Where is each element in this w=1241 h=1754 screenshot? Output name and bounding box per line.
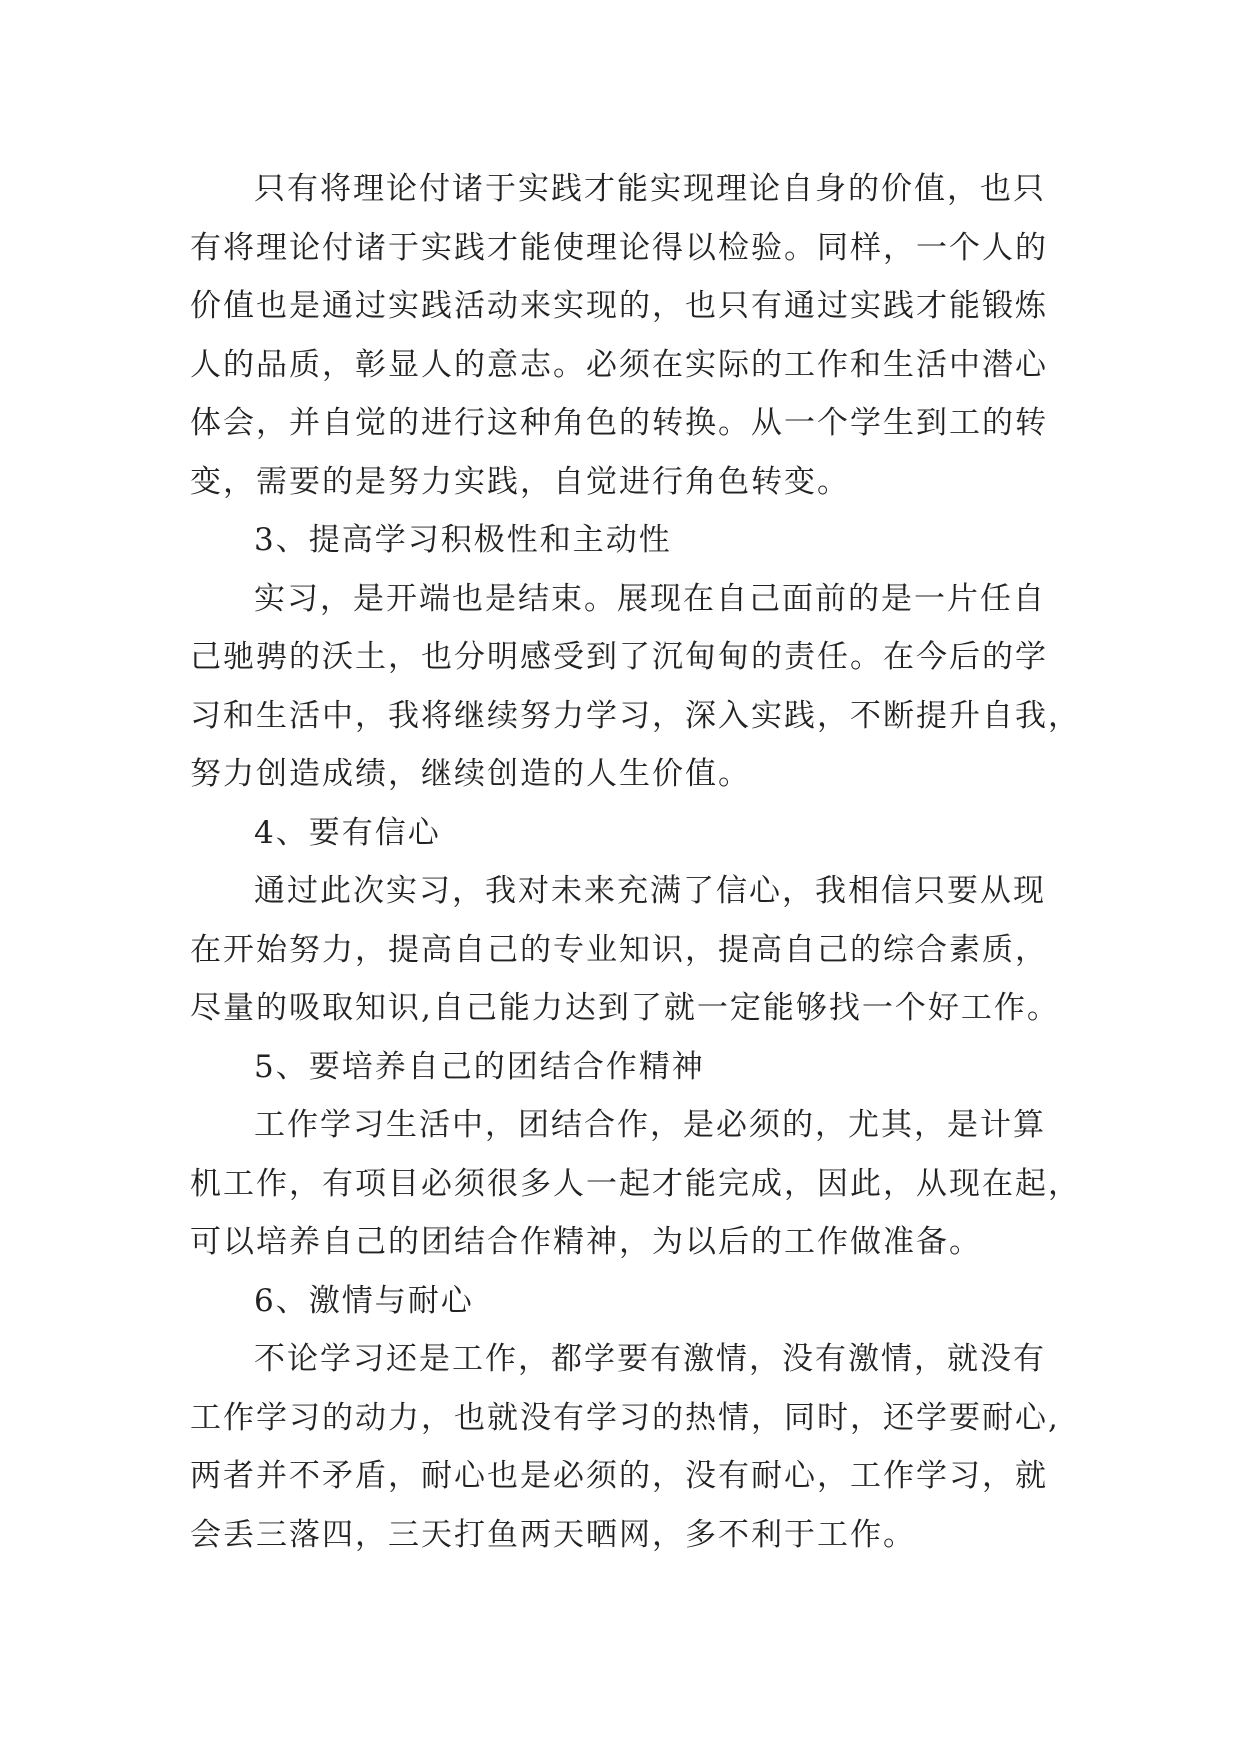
text-line: 在开始努力，提高自己的专业知识，提高自己的综合素质， <box>190 931 1048 968</box>
text-line: 只有将理论付诸于实践才能实现理论自身的价值，也只 <box>254 171 1046 207</box>
text-line: 工作学习的动力，也就没有学习的热情，同时，还学要耐心, <box>190 1399 1060 1436</box>
paragraph-confidence <box>190 862 1060 1038</box>
text-line: 工作学习生活中，团结合作，是必须的，尤其，是计算 <box>254 1107 1046 1143</box>
text-line: 体会，并自觉的进行这种角色的转换。从一个学生到工的转 <box>190 405 1048 441</box>
text-line: 习和生活中，我将继续努力学习，深入实践，不断提升自我， <box>190 697 1081 734</box>
heading-text: 5、要培养自己的团结合作精神 <box>254 1048 705 1085</box>
heading-text: 3、提高学习积极性和主动性 <box>254 522 672 558</box>
text-line: 机工作，有项目必须很多人一起才能完成，因此，从现在起， <box>190 1165 1081 1202</box>
paragraph-passion-patience <box>190 1330 1060 1564</box>
text-line: 人的品质，彰显人的意志。必须在实际的工作和生活中潜心 <box>190 346 1048 383</box>
text-line: 尽量的吸取知识,自己能力达到了就一定能够找一个好工作。 <box>190 990 1060 1026</box>
section-heading-5 <box>190 1038 1052 1097</box>
text-line: 不论学习还是工作，都学要有激情，没有激情，就没有 <box>254 1341 1046 1377</box>
text-line: 实习，是开端也是结束。展现在自己面前的是一片任自 <box>254 580 1046 617</box>
heading-text: 4、要有信心 <box>254 814 441 851</box>
text-line: 努力创造成绩，继续创造的人生价值。 <box>190 756 751 792</box>
paragraph-internship <box>190 570 1081 804</box>
text-line: 两者并不矛盾，耐心也是必须的，没有耐心，工作学习，就 <box>190 1458 1048 1494</box>
paragraph-teamwork <box>190 1096 1081 1272</box>
text-line: 变，需要的是努力实践，自觉进行角色转变。 <box>190 463 850 500</box>
text-line: 通过此次实习，我对未来充满了信心，我相信只要从现 <box>254 873 1046 909</box>
paragraph-practice-value <box>190 160 1052 511</box>
text-line: 会丢三落四，三天打鱼两天晒网，多不利于工作。 <box>190 1516 916 1553</box>
heading-text: 6、激情与耐心 <box>254 1282 474 1319</box>
text-line: 己驰骋的沃土，也分明感受到了沉甸甸的责任。在今后的学 <box>190 639 1048 675</box>
text-line: 有将理论付诸于实践才能使理论得以检验。同样，一个人的 <box>190 229 1048 266</box>
section-heading-3 <box>190 511 1052 570</box>
section-heading-6 <box>190 1272 1052 1331</box>
document-body <box>190 160 1081 1564</box>
section-heading-4 <box>190 804 1052 863</box>
text-line: 价值也是通过实践活动来实现的，也只有通过实践才能锻炼 <box>190 288 1048 324</box>
text-line: 可以培养自己的团结合作精神，为以后的工作做准备。 <box>190 1224 982 1260</box>
